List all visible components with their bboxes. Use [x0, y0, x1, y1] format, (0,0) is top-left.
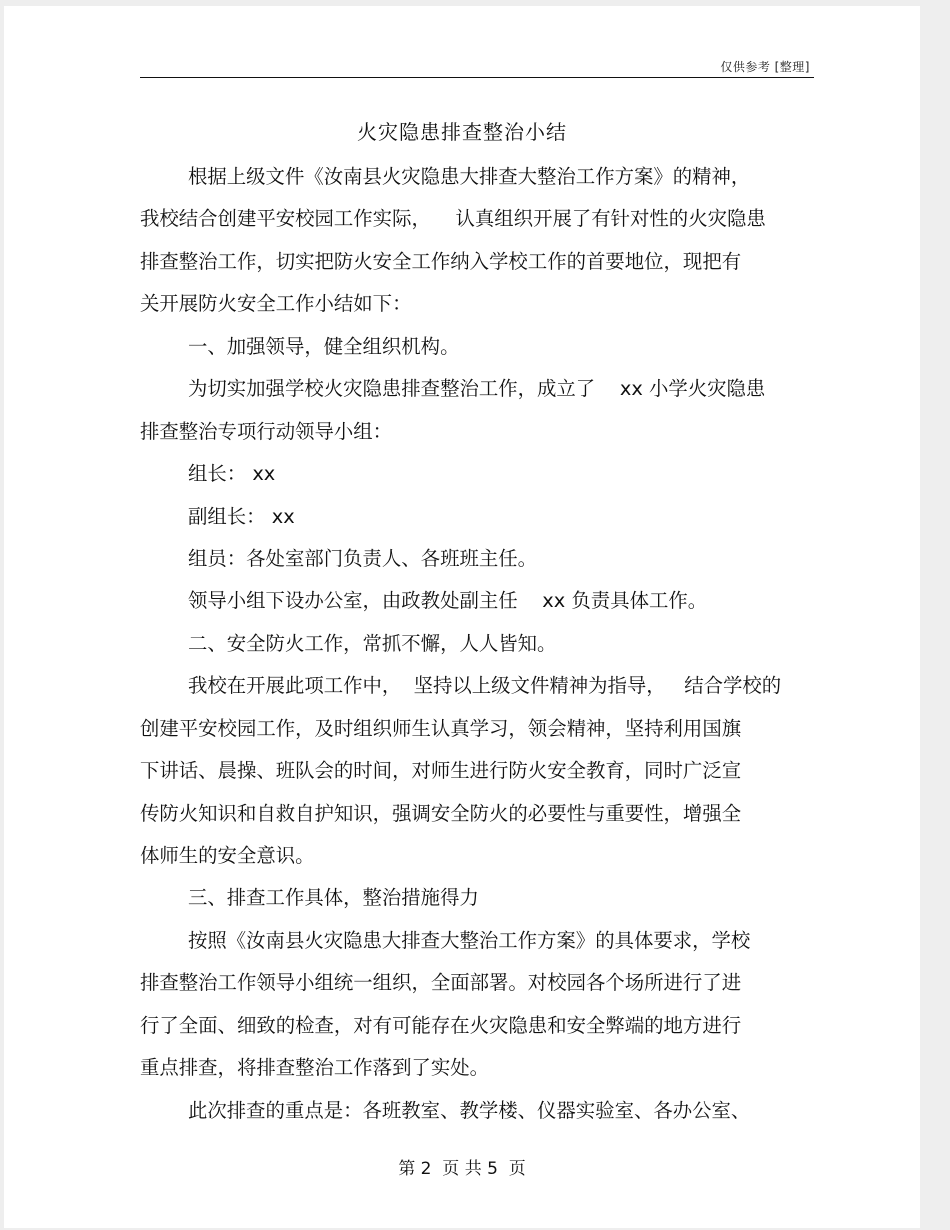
- document-page: [4, 6, 920, 1228]
- body-line: 我校结合创建平安校园工作实际， 认真组织开展了有针对性的火灾隐患: [140, 207, 766, 231]
- body-line: 领导小组下设办公室，由政教处副主任 xx 负责具体工作。: [188, 589, 708, 613]
- body-line: 行了全面、细致的检查，对有可能存在火灾隐患和安全弊端的地方进行: [140, 1013, 742, 1037]
- body-line: 一、加强领导，健全组织机构。: [188, 334, 460, 358]
- body-line: 三、排查工作具体，整治措施得力: [188, 886, 479, 910]
- body-line: 根据上级文件《汝南县火灾隐患大排查大整治工作方案》的精神，: [188, 165, 751, 188]
- body-line: 为切实加强学校火灾隐患排查整治工作，成立了 xx 小学火灾隐患: [188, 377, 766, 401]
- body-line: 重点排查，将排查整治工作落到了实处。: [140, 1056, 490, 1080]
- body-line: 组员：各处室部门负责人、各班班主任。: [188, 546, 538, 570]
- body-line: 按照《汝南县火灾隐患大排查大整治工作方案》的具体要求，学校: [188, 928, 751, 952]
- body-line: 组长： xx: [188, 462, 276, 486]
- body-line: 体师生的安全意识。: [140, 844, 315, 867]
- page-number: 第 2 页 共 5 页: [398, 1159, 526, 1179]
- body-line: 排查整治专项行动领导小组：: [140, 419, 393, 443]
- body-line: 我校在开展此项工作中， 坚持以上级文件精神为指导， 结合学校的: [188, 674, 782, 698]
- body-line: 排查整治工作，切实把防火安全工作纳入学校工作的首要地位，现把有: [140, 249, 742, 273]
- body-line: 副组长： xx: [188, 504, 295, 528]
- body-line: 二、安全防火工作，常抓不懈，人人皆知。: [188, 631, 557, 655]
- body-line: 此次排查的重点是：各班教室、教学楼、仪器实验室、各办公室、: [188, 1098, 751, 1122]
- body-line: 传防火知识和自救自护知识，强调安全防火的必要性与重要性，增强全: [140, 801, 742, 825]
- body-line: 关开展防火安全工作小结如下：: [140, 292, 412, 316]
- body-line: 下讲话、晨操、班队会的时间，对师生进行防火安全教育，同时广泛宣: [140, 759, 742, 783]
- header-note: 仅供参考 [整理]: [720, 60, 810, 74]
- document-title: 火灾隐患排查整治小结: [357, 120, 567, 144]
- document-body: [140, 156, 830, 1132]
- header-divider: [140, 77, 814, 78]
- body-line: 创建平安校园工作，及时组织师生认真学习，领会精神，坚持利用国旗: [140, 716, 742, 740]
- body-line: 排查整治工作领导小组统一组织，全面部署。对校园各个场所进行了进: [140, 971, 742, 995]
